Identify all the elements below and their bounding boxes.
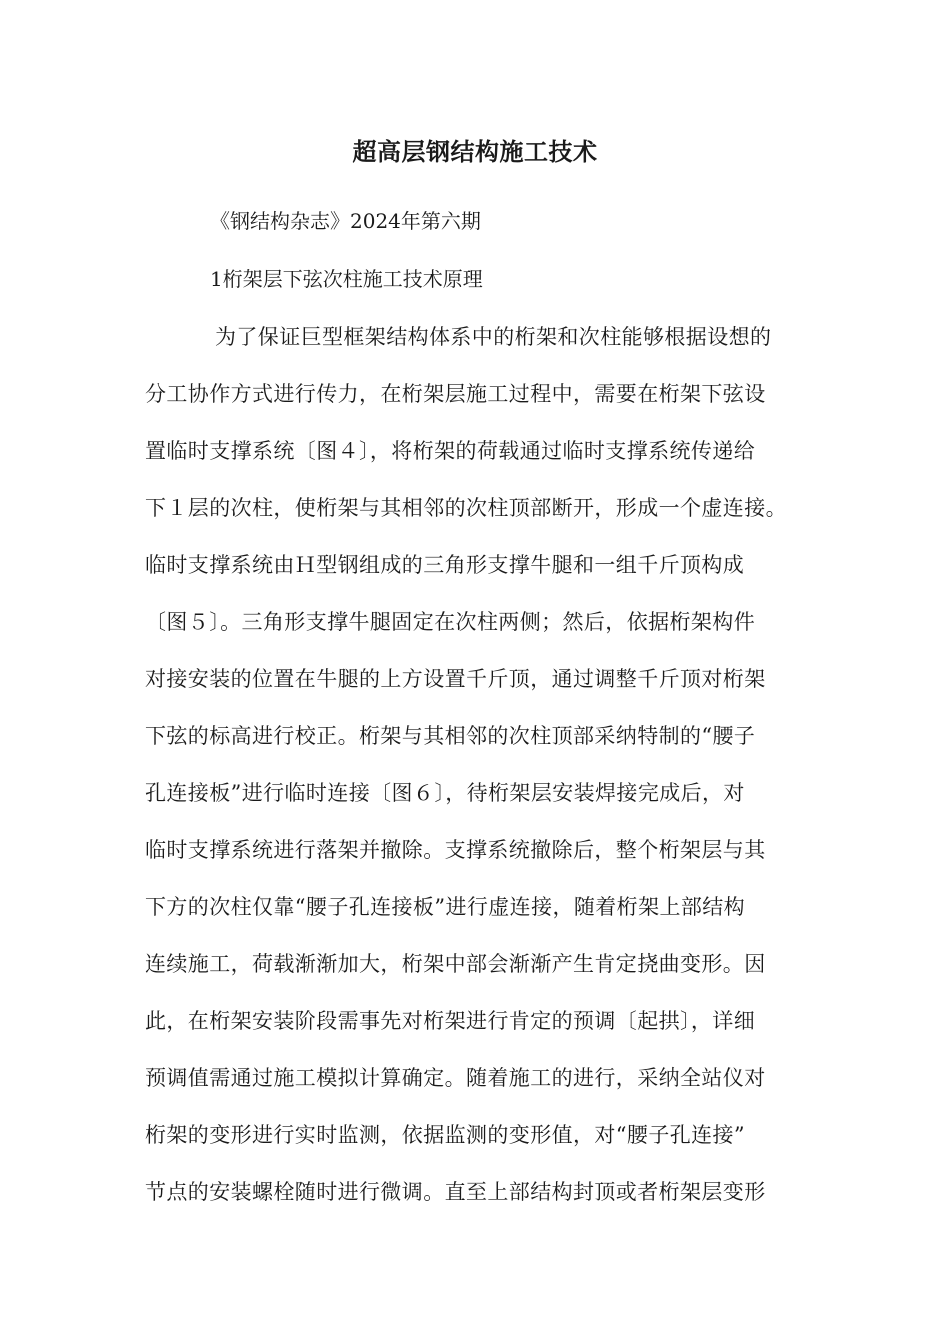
paragraph-line: 桁架的变形进行实时监测，依据监测的变形值，对“腰子孔连接”	[145, 1123, 746, 1147]
source-citation: 《钢结构杂志》2024年第六期	[210, 209, 481, 233]
paragraph-line: 分工协作方式进行传力，在桁架层施工过程中，需要在桁架下弦设	[145, 382, 766, 406]
paragraph-line: 〔图５〕。三角形支撑牛腿固定在次柱两侧；然后，依据桁架构件	[145, 610, 756, 634]
paragraph-line: 下１层的次柱，使桁架与其相邻的次柱顶部断开，形成一个虚连接。	[145, 496, 787, 520]
paragraph-line: 下弦的标高进行校正。桁架与其相邻的次柱顶部采纳特制的“腰子	[145, 724, 756, 748]
paragraph-line: 对接安装的位置在牛腿的上方设置千斤顶，通过调整千斤顶对桁架	[145, 667, 766, 691]
paragraph-line: 临时支撑系统由Ｈ型钢组成的三角形支撑牛腿和一组千斤顶构成	[145, 553, 745, 577]
paragraph-line: 下方的次柱仅靠“腰子孔连接板”进行虚连接，随着桁架上部结构	[145, 895, 746, 919]
paragraph-line: 此，在桁架安装阶段需事先对桁架进行肯定的预调〔起拱〕，详细	[145, 1009, 756, 1033]
section-heading: 1桁架层下弦次柱施工技术原理	[210, 267, 483, 291]
paragraph-line: 连续施工，荷载渐渐加大，桁架中部会渐渐产生肯定挠曲变形。因	[145, 952, 766, 976]
paragraph-line: 孔连接板”进行临时连接〔图６〕，待桁架层安装焊接完成后，对	[145, 781, 745, 805]
paragraph-line: 置临时支撑系统〔图４〕，将桁架的荷载通过临时支撑系统传递给	[145, 439, 756, 463]
paragraph-line: 节点的安装螺栓随时进行微调。直至上部结构封顶或者桁架层变形	[145, 1180, 766, 1204]
paragraph-line: 临时支撑系统进行落架并撤除。支撑系统撤除后，整个桁架层与其	[145, 838, 766, 862]
document-title: 超高层钢结构施工技术	[352, 137, 598, 166]
body-paragraph	[145, 318, 805, 1230]
paragraph-line: 预调值需通过施工模拟计算确定。随着施工的进行，采纳全站仪对	[145, 1066, 766, 1090]
paragraph-line: 为了保证巨型框架结构体系中的桁架和次柱能够根据设想的	[215, 325, 772, 349]
